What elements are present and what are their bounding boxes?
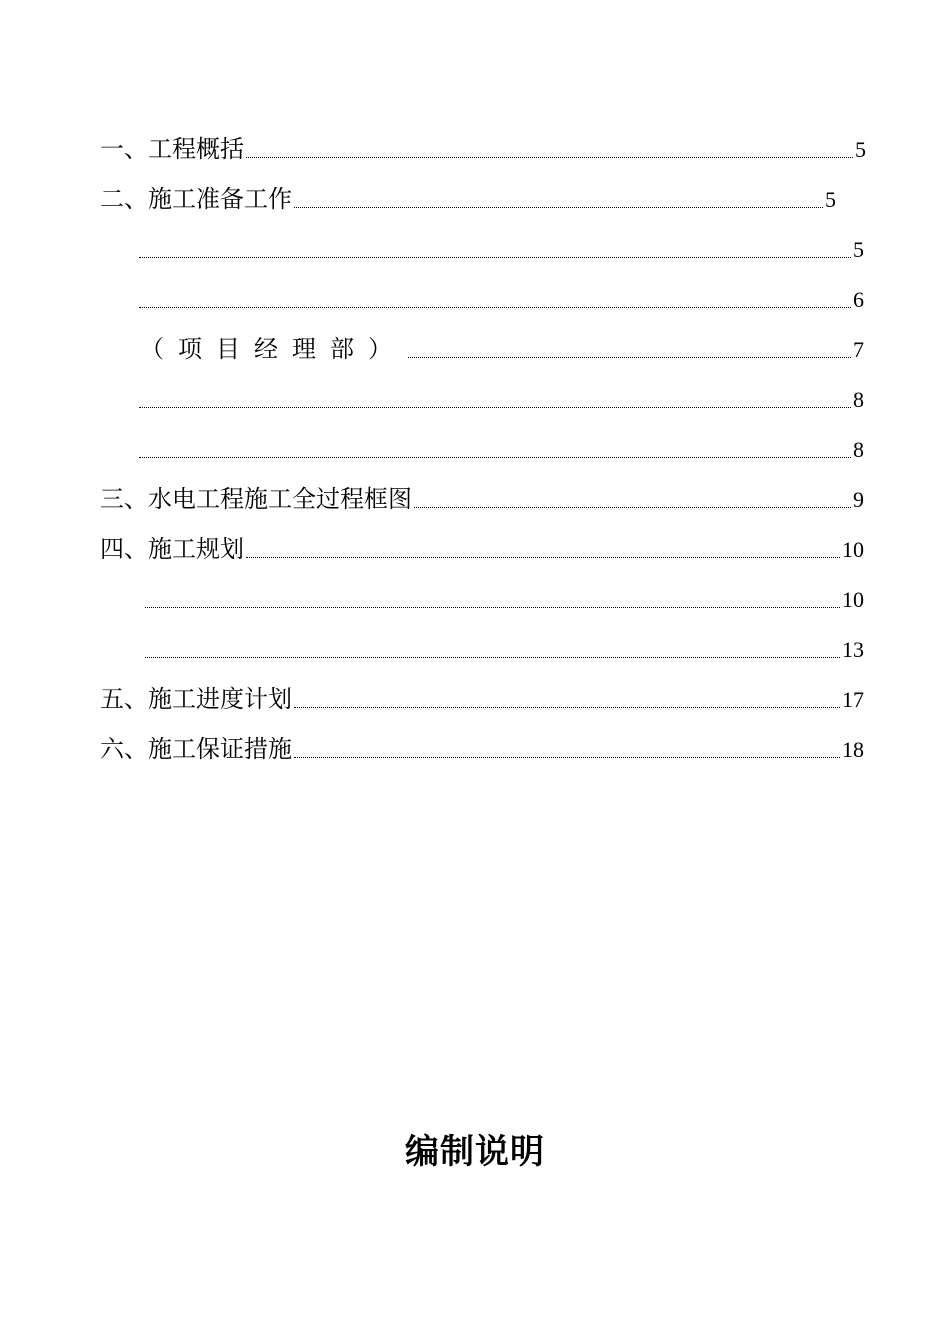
toc-entry-page: 5 [825,187,836,212]
toc-entry[interactable] [100,184,836,214]
toc-entry-page: 8 [853,437,864,462]
toc-entry[interactable] [100,684,864,714]
toc-leader [145,656,840,658]
toc-leader [139,256,851,258]
toc-leader [139,306,851,308]
toc-leader [294,706,840,708]
toc-leader [294,206,823,208]
toc-entry-page: 10 [842,587,864,612]
toc-entry[interactable] [100,734,864,764]
toc-leader [139,456,851,458]
toc-entry[interactable] [137,284,864,314]
toc-entry-label: 三、水电工程施工全过程框图 [100,485,412,513]
toc-entry-page: 6 [853,287,864,312]
toc-entry[interactable] [140,334,864,364]
toc-leader [414,506,851,508]
toc-entry[interactable] [100,484,864,514]
section-title: 编制说明 [405,1132,545,1172]
toc-leader [139,406,851,408]
toc-entry[interactable] [137,234,864,264]
toc-leader [246,156,853,158]
toc-entry-page: 10 [842,537,864,562]
toc-entry-label: （项目经理部） [140,335,406,363]
toc-entry-page: 7 [853,337,864,362]
toc-entry-page: 5 [853,237,864,262]
toc-leader [408,356,851,358]
toc-entry-page: 5 [855,137,866,162]
toc-leader [145,606,840,608]
toc-entry[interactable] [100,534,864,564]
toc-entry[interactable] [100,134,866,164]
toc-entry-page: 9 [853,487,864,512]
toc-entry-page: 18 [842,737,864,762]
toc-entry-page: 8 [853,387,864,412]
toc-entry-label: 一、工程概括 [100,135,244,163]
toc-entry[interactable] [137,434,864,464]
toc-entry-page: 13 [842,637,864,662]
toc-leader [246,556,840,558]
toc-entry-label: 二、施工准备工作 [100,185,292,213]
toc-entry-label: 五、施工进度计划 [100,685,292,713]
toc-entry-page: 17 [842,687,864,712]
toc-entry[interactable] [143,584,864,614]
toc-entry-label: 四、施工规划 [100,535,244,563]
toc-entry-label: 六、施工保证措施 [100,735,292,763]
toc-leader [294,756,840,758]
toc-entry[interactable] [143,634,864,664]
toc-entry[interactable] [137,384,864,414]
